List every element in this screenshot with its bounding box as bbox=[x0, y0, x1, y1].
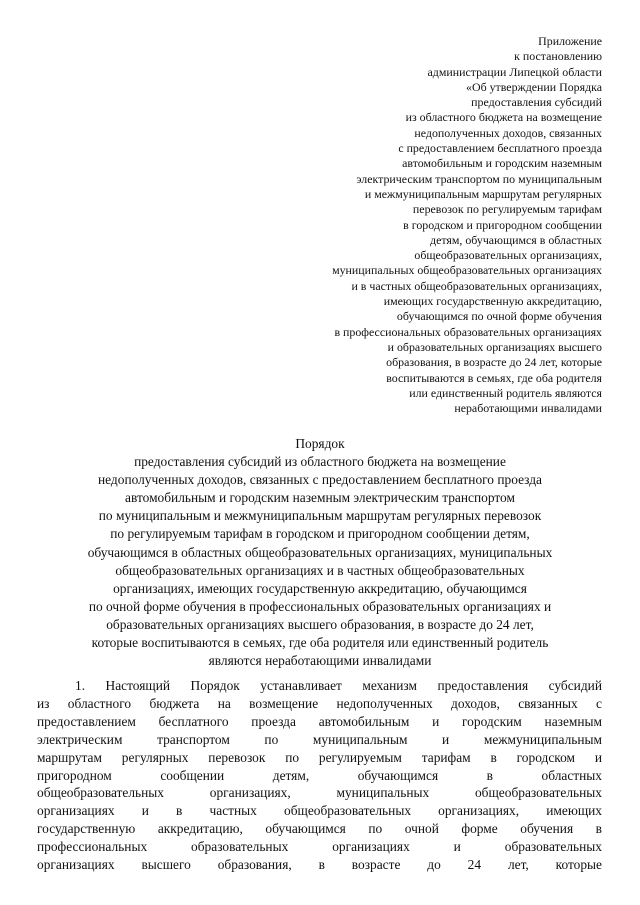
appendix-line: детям, обучающимся в областных bbox=[430, 232, 602, 247]
body-line: общеобразовательных организациях, муниципальных общеобразовательных bbox=[37, 785, 602, 801]
appendix-line: электрическим транспортом по муниципальным bbox=[356, 171, 602, 186]
appendix-line: недополученных доходов, связанных bbox=[414, 125, 602, 140]
body-line: организациях высшего образования, в возрасте до 24 лет, которые bbox=[37, 857, 602, 873]
appendix-line: имеющих государственную аккредитацию, bbox=[383, 294, 602, 309]
title-line: предоставления субсидий из областного бюджета на возмещение bbox=[134, 454, 506, 470]
title-line: образовательных организациях высшего образования, в возрасте до 24 лет, bbox=[106, 616, 534, 632]
appendix-line: предоставления субсидий bbox=[471, 95, 602, 110]
body-line: пригородном сообщении детям, обучающимся в областных bbox=[37, 767, 602, 783]
title-line: организациях, имеющих государственную аккредитацию, обучающимся bbox=[113, 580, 527, 596]
body-line: профессиональных образовательных организациях и образовательных bbox=[37, 839, 602, 855]
appendix-line: с предоставлением бесплатного проезда bbox=[398, 141, 602, 156]
title-line: являются неработающими инвалидами bbox=[208, 653, 432, 669]
title-line: общеобразовательных организациях и в частных общеобразовательных bbox=[115, 562, 525, 578]
body-line: маршрутам регулярных перевозок по регулируемым тарифам в городском и bbox=[37, 749, 602, 765]
body-paragraph bbox=[37, 677, 602, 874]
appendix-line: и в частных общеобразовательных организациях, bbox=[351, 278, 602, 293]
title-line: по очной форме обучения в профессиональных образовательных организациях и bbox=[88, 598, 552, 614]
title-line: по регулируемым тарифам в городском и пригородном сообщении детям, bbox=[110, 526, 530, 542]
body-line: предоставлением бесплатного проезда автомобильным и городским наземным bbox=[37, 713, 602, 729]
appendix-line: или единственный родитель являются bbox=[409, 385, 602, 400]
appendix-line: и межмуниципальным маршрутам регулярных bbox=[364, 186, 602, 201]
appendix-line: образования, в возрасте до 24 лет, которые bbox=[386, 355, 602, 370]
appendix-line: обучающимся по очной форме обучения bbox=[396, 309, 602, 324]
body-line: организациях и в частных общеобразовательных организациях, имеющих bbox=[37, 803, 602, 819]
appendix-line: в профессиональных образовательных организациях bbox=[334, 324, 602, 339]
appendix-line: автомобильным и городским наземным bbox=[402, 156, 602, 171]
title-heading: Порядок bbox=[295, 436, 345, 451]
appendix-line: к постановлению bbox=[514, 49, 602, 64]
title-line: автомобильным и городским наземным электрическим транспортом bbox=[125, 490, 515, 506]
appendix-line: общеобразовательных организациях, bbox=[414, 248, 602, 263]
document-title bbox=[40, 435, 600, 670]
body-line: электрическим транспортом по муниципальным и межмуниципальным bbox=[37, 731, 602, 747]
appendix-line: муниципальных общеобразовательных организациях bbox=[332, 263, 602, 278]
appendix-line: неработающими инвалидами bbox=[454, 401, 602, 416]
title-line: обучающимся в областных общеобразовательных организациях, муниципальных bbox=[87, 544, 553, 560]
title-line: которые воспитываются в семьях, где оба родителя или единственный родитель bbox=[91, 635, 549, 651]
appendix-line: «Об утверждении Порядка bbox=[466, 79, 602, 94]
body-line: государственную аккредитацию, обучающимся по очной форме обучения в bbox=[37, 821, 602, 837]
appendix-line: в городском и пригородном сообщении bbox=[403, 217, 602, 232]
title-line: по муниципальным и межмуниципальным маршрутам регулярных перевозок bbox=[98, 508, 542, 524]
appendix-line: из областного бюджета на возмещение bbox=[405, 110, 602, 125]
appendix-line: Приложение bbox=[538, 34, 602, 48]
appendix-line: и образовательных организациях высшего bbox=[387, 339, 602, 354]
appendix-line: администрации Липецкой области bbox=[427, 64, 602, 79]
appendix-line: воспитываются в семьях, где оба родителя bbox=[386, 370, 602, 385]
appendix-line: перевозок по регулируемым тарифам bbox=[412, 202, 602, 217]
body-line: из областного бюджета на возмещение недополученных доходов, связанных с bbox=[37, 695, 602, 711]
appendix-header bbox=[272, 34, 602, 416]
title-line: недополученных доходов, связанных с предоставлением бесплатного проезда bbox=[98, 472, 542, 488]
body-line: 1. Настоящий Порядок устанавливает механизм предоставления субсидий bbox=[75, 678, 602, 693]
